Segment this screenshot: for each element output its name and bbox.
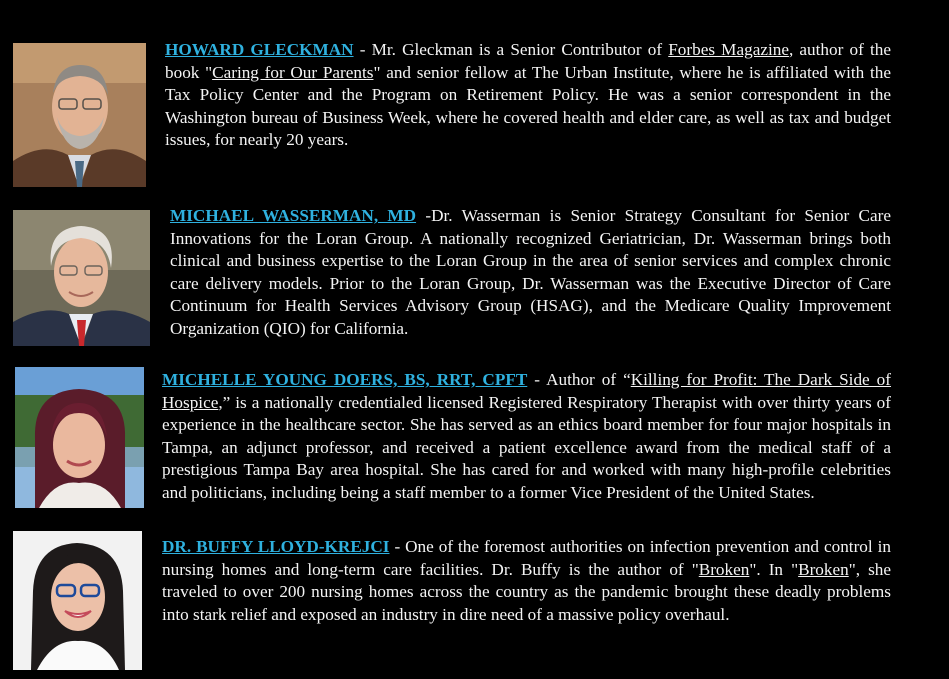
caring-for-our-parents-link[interactable]: Caring for Our Parents bbox=[212, 62, 374, 82]
buffy-lloyd-krejci-name-link[interactable]: DR. BUFFY LLOYD-KREJCI bbox=[162, 537, 390, 556]
bio-text: ", she traveled to over 200 nursing homes across the country as the pandemic brought these deadly problems into stark relief and exposed an industry in dire need of a massive policy overhaul. bbox=[162, 559, 891, 624]
howard-gleckman-photo bbox=[13, 43, 146, 187]
forbes-magazine-link[interactable]: Forbes Magazine bbox=[668, 40, 789, 59]
killing-for-profit-link[interactable]: Killing for Profit: The Dark Side of Hospice bbox=[162, 370, 892, 412]
michelle-young-doers-name-link[interactable]: MICHELLE YOUNG DOERS, BS, RRT, CPFT bbox=[162, 370, 528, 389]
bio-text: ". In " bbox=[749, 559, 799, 579]
bio-text: - One of the foremost authorities on infection prevention and control in nursing homes and long-term care facilities. Dr. Buffy is the author of " bbox=[162, 537, 891, 579]
howard-gleckman-bio bbox=[165, 39, 891, 152]
howard-gleckman-name-link[interactable]: HOWARD GLECKMAN bbox=[165, 40, 354, 59]
broken-book-link[interactable]: Broken bbox=[798, 559, 849, 579]
bio-text: ,” is a nationally credentialed licensed Registered Respiratory Therapist with over thirty years of experience in the healthcare sector. She has served as an ethics board member for four major hospitals in Tampa, an adjunct professor, and received a patient excellence award from the medical staff of a prestigious Tampa Bay area hospital. She has cared for and worked with many high-profile celebrities and politicians, including being a staff member to a former Vice President of the United States. bbox=[162, 392, 891, 502]
buffy-lloyd-krejci-bio bbox=[162, 536, 891, 626]
michelle-young-doers-photo bbox=[15, 367, 144, 508]
michelle-young-doers-bio bbox=[162, 369, 891, 505]
bio-text: -Dr. Wasserman is Senior Strategy Consultant for Senior Care Innovations for the Loran Group. A nationally recognized Geriatrician, Dr. Wasserman brings both clinical and business expertise to the Loran Group in the area of senior services and complex chronic care delivery models. Prior to the Loran Group, Dr. Wasserman was the Executive Director of Care Continuum for Health Services Advisory Group (HSAG), and the Medicare Quality Improvement Organization (QIO) for California. bbox=[170, 206, 891, 338]
bio-text: - Author of “ bbox=[527, 370, 631, 389]
michael-wasserman-bio bbox=[170, 205, 891, 341]
michael-wasserman-name-link[interactable]: MICHAEL WASSERMAN, MD bbox=[170, 206, 417, 225]
bio-text: , author of the book " bbox=[165, 40, 891, 82]
broken-book-link[interactable]: Broken bbox=[698, 559, 750, 579]
michael-wasserman-photo bbox=[13, 210, 150, 346]
bio-text: - Mr. Gleckman is a Senior Contributor of bbox=[353, 40, 669, 59]
buffy-lloyd-krejci-photo bbox=[13, 531, 142, 670]
bio-text: " and senior fellow at The Urban Institute, where he is affiliated with the Tax Policy Center and the Program on Retirement Policy. He was a senior correspondent in the Washington bureau of Business Week, where he covered health and elder care, as well as tax and budget issues, for nearly 20 years. bbox=[165, 62, 891, 150]
